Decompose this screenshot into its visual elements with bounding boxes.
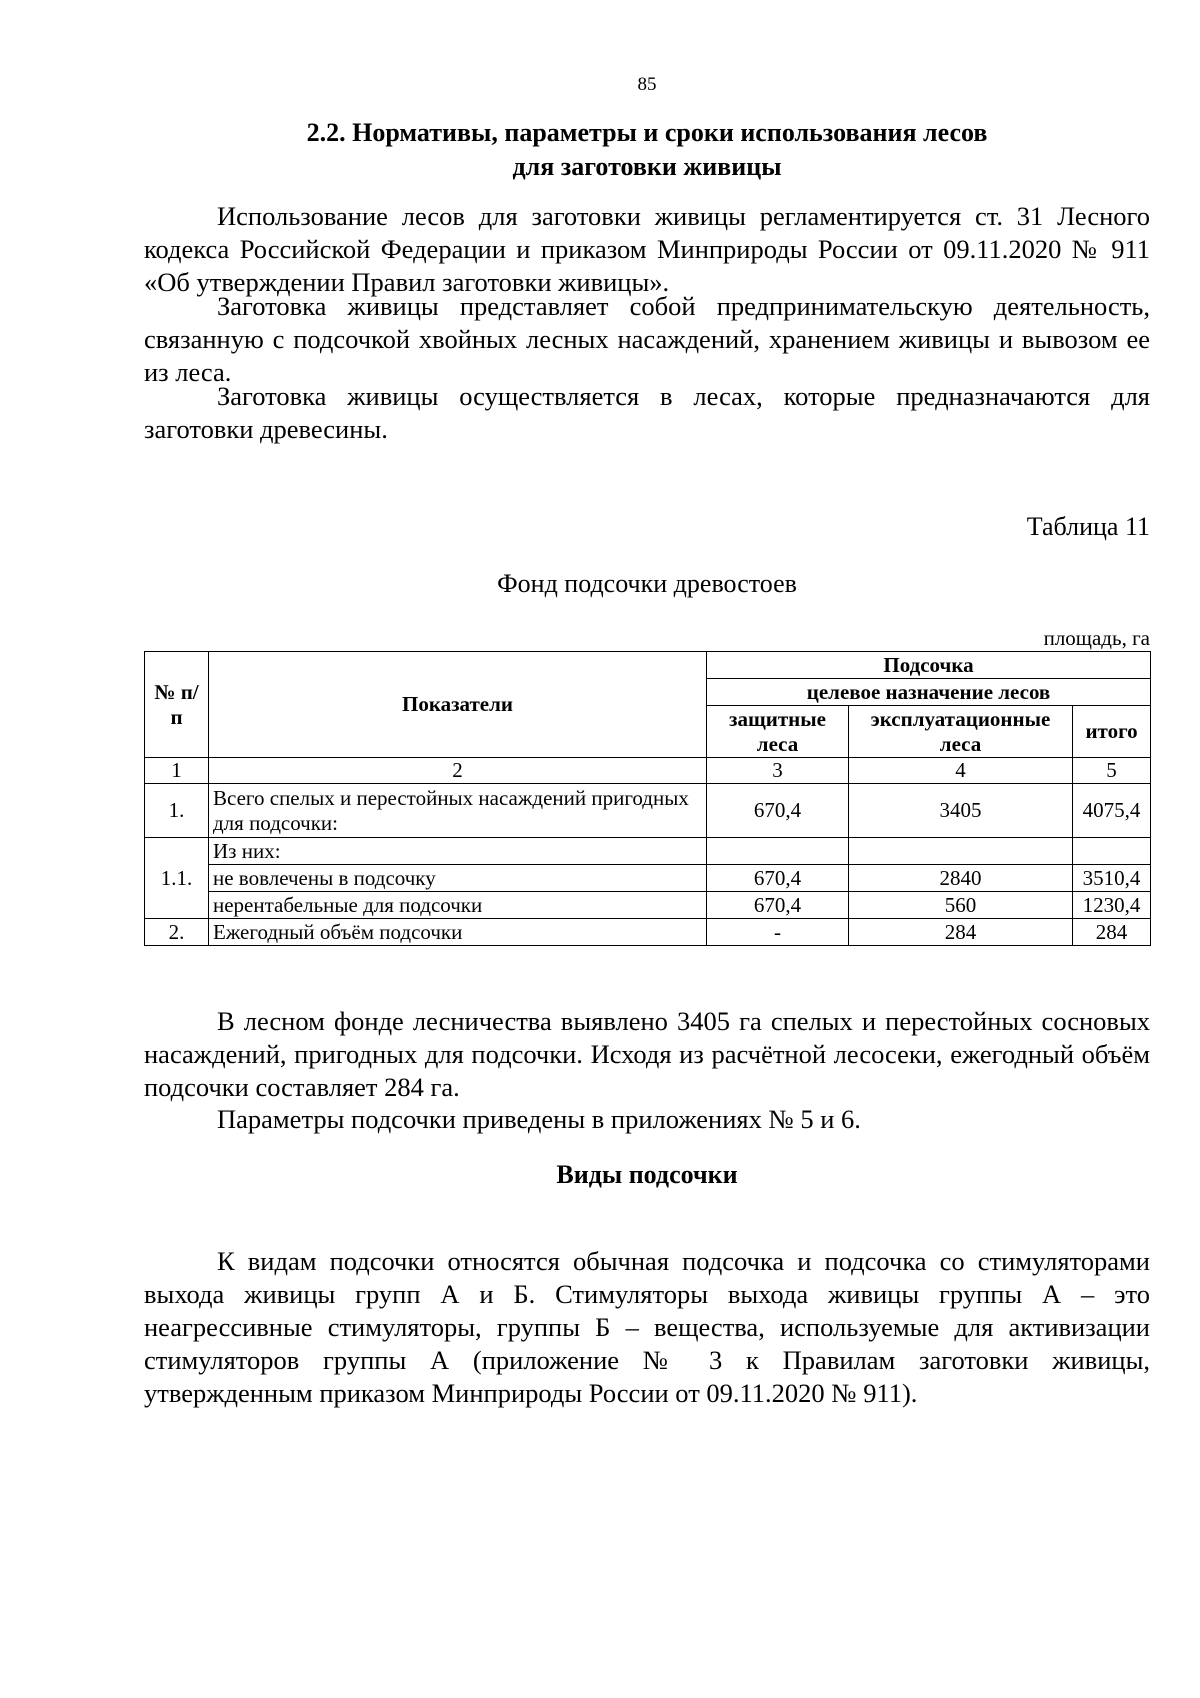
empty-cell [849, 838, 1073, 865]
section-title [144, 116, 1150, 184]
column-number-2: 2 [209, 758, 707, 784]
table-row [145, 892, 1151, 919]
row-exploitation: 2840 [849, 865, 1073, 892]
row-label: Из них: [209, 838, 707, 865]
row-number: 2. [145, 919, 209, 946]
column-number-4: 4 [849, 758, 1073, 784]
row-protective: 670,4 [707, 865, 849, 892]
row-protective: 670,4 [707, 784, 849, 838]
row-protective: 670,4 [707, 892, 849, 919]
table-row [145, 838, 1151, 865]
intro-paragraph-2: Заготовка живицы представляет собой предпринимательскую деятельность, связанную с подсочкой хвойных лесных насаждений, хранением живицы и вывозом ее из леса. [144, 291, 1150, 387]
intro-paragraph-1: Использование лесов для заготовки живицы регламентируется ст. 31 Лесного кодекса Российской Федерации и приказом Минприроды России от 09.11.2020 № 911 «Об утверждении Правил заготовки живицы». [144, 201, 1150, 297]
header-total: итого [1073, 706, 1151, 758]
header-protective: защитные леса [707, 706, 849, 758]
row-total: 1230,4 [1073, 892, 1151, 919]
subheading: Виды подсочки [556, 1160, 738, 1189]
row-exploitation: 284 [849, 919, 1073, 946]
row-total: 4075,4 [1073, 784, 1151, 838]
row-exploitation: 3405 [849, 784, 1073, 838]
table-caption: Фонд подсочки древостоев [497, 569, 797, 598]
header-tapping: Подсочка [707, 652, 1151, 679]
intro-paragraph-3: Заготовка живицы осуществляется в лесах, которые предназначаются для заготовки древесины. [144, 381, 1150, 444]
final-paragraph: К видам подсочки относятся обычная подсочка и подсочка со стимуляторами выхода живицы групп А и Б. Стимуляторы выхода живицы группы А – это неагрессивные стимуляторы, группы Б – вещества, используемые для активизации стимуляторов группы А (приложение № 3 к Правилам заготовки живицы, утвержденным приказом Минприроды России от 09.11.2020 № 911). [144, 1246, 1150, 1408]
section-title-line-2: для заготовки живицы [512, 152, 782, 181]
column-number-1: 1 [145, 758, 209, 784]
header-indicators: Показатели [209, 652, 707, 758]
after-table-paragraph-2: Параметры подсочки приведены в приложениях № 5 и 6. [217, 1104, 861, 1134]
resin-tapping-fund-table [144, 651, 1151, 946]
row-label: нерентабельные для подсочки [209, 892, 707, 919]
header-purpose: целевое назначение лесов [707, 679, 1151, 706]
header-exploitation: эксплуатационные леса [849, 706, 1073, 758]
section-title-line-1: 2.2. Нормативы, параметры и сроки использования лесов [306, 118, 988, 147]
row-label: Всего спелых и перестойных насаждений пригодных для подсочки: [209, 784, 707, 838]
row-number: 1. [145, 784, 209, 838]
table-row [145, 919, 1151, 946]
row-protective: - [707, 919, 849, 946]
table-label: Таблица 11 [1026, 512, 1150, 541]
header-number: № п/п [145, 652, 209, 758]
row-total: 284 [1073, 919, 1151, 946]
empty-cell [707, 838, 849, 865]
column-number-3: 3 [707, 758, 849, 784]
table-units: площадь, га [1043, 626, 1150, 650]
table-row [145, 865, 1151, 892]
row-label: Ежегодный объём подсочки [209, 919, 707, 946]
after-table-paragraph-1: В лесном фонде лесничества выявлено 3405 га спелых и перестойных сосновых насаждений, пригодных для подсочки. Исходя из расчётной лесосеки, ежегодный объём подсочки составляет 284 га. [144, 1006, 1150, 1102]
page-number: 85 [637, 74, 657, 95]
empty-cell [1073, 838, 1151, 865]
row-label: не вовлечены в подсочку [209, 865, 707, 892]
row-exploitation: 560 [849, 892, 1073, 919]
row-number: 1.1. [145, 838, 209, 919]
table-row [145, 784, 1151, 838]
row-total: 3510,4 [1073, 865, 1151, 892]
column-number-5: 5 [1073, 758, 1151, 784]
